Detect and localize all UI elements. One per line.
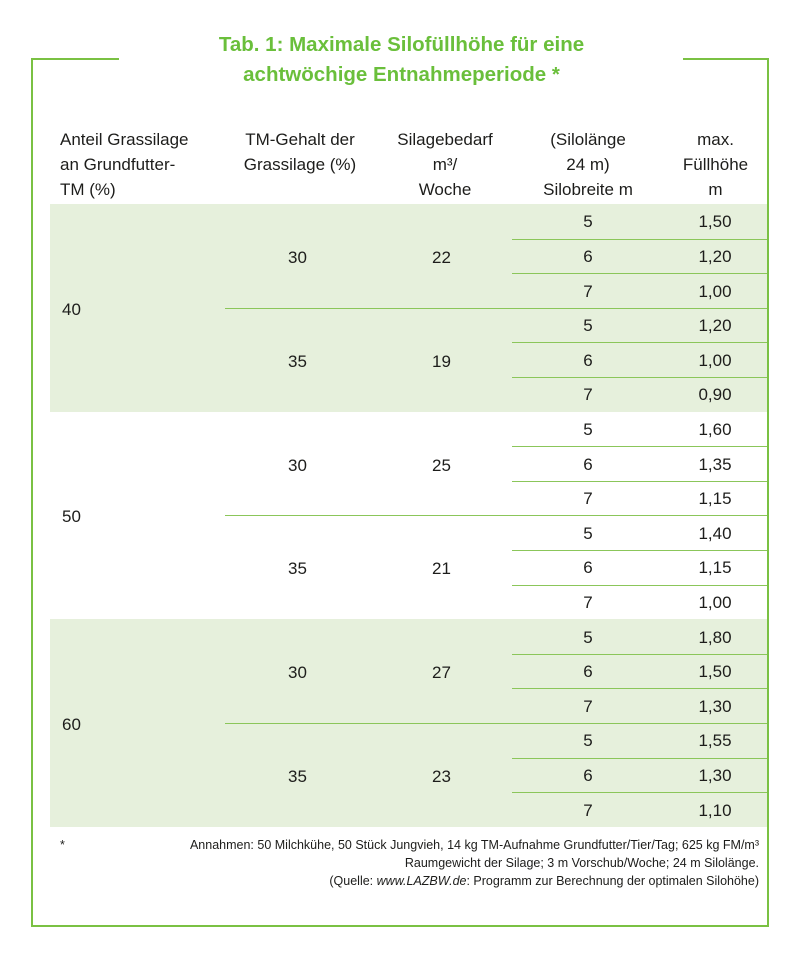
header-silobreite (512, 127, 664, 202)
cell-silobreite: 7 (583, 489, 593, 509)
header-breite-line: 24 m) (566, 155, 610, 174)
header-anteil-line: an Grundfutter- (60, 155, 176, 174)
cell-silobreite: 5 (583, 212, 593, 232)
cell-silagebedarf: 27 (432, 663, 451, 683)
cell-silobreite: 7 (583, 281, 593, 301)
cell-silagebedarf: 23 (432, 766, 451, 786)
header-hoehe-line: m (708, 180, 723, 199)
table-title (0, 30, 803, 90)
header-tm-line: Grassilage (%) (243, 155, 357, 174)
cell-silobreite: 5 (583, 419, 593, 439)
cell-tm-gehalt: 30 (288, 247, 307, 267)
cell-fuellhoehe: 1,00 (698, 592, 732, 612)
cell-silobreite: 5 (583, 627, 593, 647)
row-divider (512, 239, 767, 240)
cell-fuellhoehe: 1,15 (698, 558, 732, 578)
cell-fuellhoehe: 1,80 (698, 627, 732, 647)
row-divider (512, 377, 767, 378)
cell-fuellhoehe: 1,30 (698, 696, 732, 716)
cell-silagebedarf: 25 (432, 455, 451, 475)
footnote-marker: * (60, 838, 65, 852)
header-bedarf-line: Silagebedarf (397, 130, 493, 149)
cell-fuellhoehe: 1,00 (698, 350, 732, 370)
cell-silagebedarf: 19 (432, 351, 451, 371)
footnote-line-3 (329, 872, 759, 890)
cell-fuellhoehe: 1,15 (698, 489, 732, 509)
row-divider (512, 550, 767, 551)
cell-fuellhoehe: 1,40 (698, 523, 732, 543)
header-tm-gehalt (225, 127, 375, 177)
cell-tm-gehalt: 30 (288, 663, 307, 683)
cell-tm-gehalt: 30 (288, 455, 307, 475)
row-divider (512, 446, 767, 447)
header-bedarf-line: Woche (418, 180, 472, 199)
cell-anteil: 60 (62, 715, 81, 734)
footnote-line-1: Annahmen: 50 Milchkühe, 50 Stück Jungvieh, 14 kg TM-Aufnahme Grundfutter/Tier/Tag; 625 kg FM/m³ (189, 838, 759, 852)
header-bedarf-line: m³/ (432, 155, 458, 174)
cell-fuellhoehe: 1,00 (698, 281, 732, 301)
header-anteil-line: TM (%) (60, 180, 116, 199)
cell-tm-gehalt: 35 (288, 766, 307, 786)
cell-fuellhoehe: 1,30 (698, 765, 732, 785)
cell-silobreite: 7 (583, 800, 593, 820)
title-line-1: Tab. 1: Maximale Silofüllhöhe für eine (218, 33, 585, 56)
cell-fuellhoehe: 1,50 (698, 212, 732, 232)
header-tm-line: TM-Gehalt der (245, 130, 355, 149)
row-divider (512, 481, 767, 482)
cell-anteil: 40 (62, 299, 81, 319)
header-silagebedarf (383, 127, 507, 202)
row-divider (512, 758, 767, 759)
cell-silagebedarf: 22 (432, 247, 451, 267)
footnote-source-prefix: (Quelle: (329, 874, 377, 888)
cell-fuellhoehe: 1,20 (698, 316, 732, 336)
header-anteil-line: Anteil Grassilage (60, 130, 189, 149)
cell-silobreite: 5 (583, 523, 593, 543)
header-breite-line: Silobreite m (543, 180, 633, 199)
cell-anteil: 50 (62, 507, 81, 527)
cell-silobreite: 6 (583, 558, 593, 578)
row-divider (512, 342, 767, 343)
cell-fuellhoehe: 1,55 (698, 731, 732, 751)
cell-tm-gehalt: 35 (288, 351, 307, 371)
header-breite-line: (Silolänge (550, 130, 626, 149)
cell-tm-gehalt: 35 (288, 559, 307, 579)
cell-fuellhoehe: 1,50 (698, 662, 732, 682)
cell-fuellhoehe: 0,90 (698, 385, 732, 405)
cell-silobreite: 5 (583, 731, 593, 751)
subgroup-divider (225, 515, 767, 516)
row-divider (512, 654, 767, 655)
cell-fuellhoehe: 1,60 (698, 419, 732, 439)
row-divider (512, 585, 767, 586)
cell-silobreite: 6 (583, 765, 593, 785)
cell-silobreite: 7 (583, 592, 593, 612)
header-hoehe-line: max. (697, 130, 734, 149)
header-hoehe-line: Füllhöhe (682, 155, 749, 174)
row-divider (512, 688, 767, 689)
row-divider (512, 792, 767, 793)
cell-silobreite: 7 (583, 696, 593, 716)
cell-silobreite: 6 (583, 246, 593, 266)
cell-fuellhoehe: 1,10 (698, 800, 732, 820)
footnote-source-link: www.LAZBW.de (376, 874, 467, 888)
cell-silobreite: 7 (583, 385, 593, 405)
row-divider (512, 273, 767, 274)
cell-silobreite: 6 (583, 662, 593, 682)
title-line-2: achtwöchige Entnahmeperiode * (243, 63, 560, 86)
header-anteil (60, 127, 189, 202)
footnote-source-suffix: : Programm zur Berechnung der optimalen Silohöhe) (466, 874, 759, 888)
cell-silagebedarf: 21 (432, 559, 451, 579)
subgroup-divider (225, 308, 767, 309)
subgroup-divider (225, 723, 767, 724)
cell-silobreite: 5 (583, 316, 593, 336)
footnote-line-2: Raumgewicht der Silage; 3 m Vorschub/Woche; 24 m Silolänge. (404, 856, 759, 870)
cell-fuellhoehe: 1,20 (698, 246, 732, 266)
cell-silobreite: 6 (583, 454, 593, 474)
cell-silobreite: 6 (583, 350, 593, 370)
cell-fuellhoehe: 1,35 (698, 454, 732, 474)
header-fuellhoehe (663, 127, 768, 202)
